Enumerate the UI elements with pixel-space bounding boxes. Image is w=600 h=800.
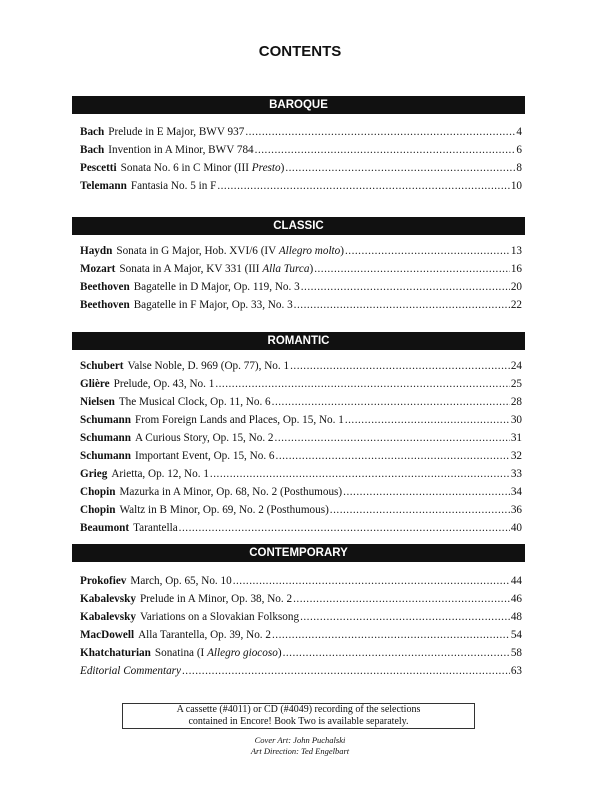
toc-entry bbox=[80, 144, 522, 162]
page-number: 6 bbox=[516, 144, 522, 156]
leader-dots bbox=[182, 665, 510, 677]
piece-title bbox=[108, 144, 253, 156]
composer: Grieg bbox=[80, 468, 108, 480]
leader-dots bbox=[275, 432, 510, 444]
composer: Chopin bbox=[80, 504, 116, 516]
piece-title bbox=[114, 378, 215, 390]
page-number: 28 bbox=[510, 396, 522, 408]
composer: Khatchaturian bbox=[80, 647, 151, 659]
composer: Pescetti bbox=[80, 162, 117, 174]
leader-dots bbox=[283, 647, 510, 659]
page-number: 34 bbox=[510, 486, 522, 498]
section-heading-baroque: BAROQUE bbox=[72, 96, 525, 114]
toc-entry bbox=[80, 360, 522, 378]
leader-dots bbox=[300, 611, 510, 623]
title-text: Arietta, Op. 12, No. 1 bbox=[111, 468, 209, 480]
title-text: Fantasia No. 5 in F bbox=[130, 180, 217, 192]
section-entries bbox=[80, 575, 522, 683]
piece-title bbox=[130, 575, 231, 587]
page-number: 24 bbox=[510, 360, 522, 372]
composer: Chopin bbox=[80, 486, 116, 498]
page-number: 40 bbox=[510, 522, 522, 534]
title-italic: Editorial Commentary bbox=[80, 665, 181, 677]
piece-title bbox=[121, 162, 285, 174]
composer: Beethoven bbox=[80, 281, 130, 293]
page-number: 22 bbox=[510, 299, 522, 311]
leader-dots bbox=[215, 378, 510, 390]
toc-entry bbox=[80, 396, 522, 414]
piece-title bbox=[155, 647, 282, 659]
title-text: Sonata in A Major, KV 331 (III bbox=[119, 263, 263, 275]
composer: Bach bbox=[80, 144, 105, 156]
composer: Haydn bbox=[80, 245, 113, 257]
toc-entry bbox=[80, 414, 522, 432]
page-number: 33 bbox=[510, 468, 522, 480]
leader-dots bbox=[255, 144, 516, 156]
page-number: 63 bbox=[510, 665, 522, 677]
toc-entry bbox=[80, 299, 522, 317]
leader-dots bbox=[276, 450, 510, 462]
leader-dots bbox=[294, 299, 510, 311]
title-suffix: ) bbox=[340, 245, 344, 257]
leader-dots bbox=[285, 162, 515, 174]
piece-title bbox=[119, 504, 328, 516]
title-text: Sonata in G Major, Hob. XVI/6 (IV bbox=[116, 245, 279, 257]
toc-entry bbox=[80, 522, 522, 540]
leader-dots bbox=[293, 593, 510, 605]
title-suffix: ) bbox=[280, 162, 285, 174]
toc-entry bbox=[80, 647, 522, 665]
composer: Kabalevsky bbox=[80, 593, 136, 605]
leader-dots bbox=[179, 522, 510, 534]
title-text: Sonata No. 6 in C Minor (III bbox=[120, 162, 252, 174]
page-number: 10 bbox=[510, 180, 522, 192]
title-suffix: ) bbox=[309, 263, 314, 275]
page-number: 46 bbox=[510, 593, 522, 605]
title-text: Prelude, Op. 43, No. 1 bbox=[113, 378, 215, 390]
title-text: March, Op. 65, No. 10 bbox=[130, 575, 232, 587]
recording-notice bbox=[122, 703, 475, 729]
toc-entry bbox=[80, 245, 522, 263]
leader-dots bbox=[210, 468, 510, 480]
title-italic: Allegro molto bbox=[278, 245, 341, 257]
piece-title bbox=[133, 522, 178, 534]
title-text: Variations on a Slovakian Folksong bbox=[139, 611, 300, 623]
toc-entry bbox=[80, 126, 522, 144]
composer: Mozart bbox=[80, 263, 116, 275]
piece-title bbox=[119, 396, 271, 408]
composer: Bach bbox=[80, 126, 105, 138]
page-number: 36 bbox=[510, 504, 522, 516]
leader-dots bbox=[301, 281, 510, 293]
piece-title bbox=[128, 360, 290, 372]
page-number: 54 bbox=[510, 629, 522, 641]
leader-dots bbox=[233, 575, 510, 587]
piece-title bbox=[135, 414, 344, 426]
piece-title bbox=[80, 665, 181, 677]
title-text: Prelude in E Major, BWV 937 bbox=[108, 126, 245, 138]
page-number: 8 bbox=[516, 162, 522, 174]
section-heading-romantic: ROMANTIC bbox=[72, 332, 525, 350]
page-number: 30 bbox=[510, 414, 522, 426]
leader-dots bbox=[330, 504, 510, 516]
title-text: The Musical Clock, Op. 11, No. 6 bbox=[118, 396, 271, 408]
piece-title bbox=[108, 126, 244, 138]
toc-entry bbox=[80, 263, 522, 281]
title-text: Bagatelle in D Major, Op. 119, No. 3 bbox=[133, 281, 300, 293]
page-number: 48 bbox=[510, 611, 522, 623]
section-heading-classic: CLASSIC bbox=[72, 217, 525, 235]
page-number: 4 bbox=[516, 126, 522, 138]
toc-entry bbox=[80, 432, 522, 450]
title-text: Important Event, Op. 15, No. 6 bbox=[135, 450, 275, 462]
leader-dots bbox=[272, 629, 510, 641]
piece-title bbox=[135, 450, 275, 462]
title-text: Alla Tarantella, Op. 39, No. 2 bbox=[138, 629, 271, 641]
page-title: CONTENTS bbox=[258, 43, 342, 60]
toc-entry bbox=[80, 593, 522, 611]
title-text: Mazurka in A Minor, Op. 68, No. 2 (Posthumous) bbox=[119, 486, 343, 498]
toc-entry bbox=[80, 629, 522, 647]
title-text: Waltz in B Minor, Op. 69, No. 2 (Posthumous) bbox=[119, 504, 329, 516]
page-number: 58 bbox=[510, 647, 522, 659]
page-number: 25 bbox=[510, 378, 522, 390]
composer: Beethoven bbox=[80, 299, 130, 311]
title-text: Sonatina (I bbox=[154, 647, 208, 659]
toc-entry bbox=[80, 611, 522, 629]
title-text: Invention in A Minor, BWV 784 bbox=[108, 144, 254, 156]
composer: Schumann bbox=[80, 414, 131, 426]
title-text: Prelude in A Minor, Op. 38, No. 2 bbox=[139, 593, 293, 605]
title-italic: Presto bbox=[251, 162, 281, 174]
composer: Schubert bbox=[80, 360, 124, 372]
leader-dots bbox=[272, 396, 510, 408]
toc-entry bbox=[80, 504, 522, 522]
piece-title bbox=[111, 468, 209, 480]
section-entries bbox=[80, 126, 522, 198]
leader-dots bbox=[217, 180, 510, 192]
toc-entry bbox=[80, 665, 522, 683]
piece-title bbox=[119, 486, 342, 498]
section-entries bbox=[80, 360, 522, 540]
leader-dots bbox=[343, 486, 510, 498]
title-suffix: ) bbox=[277, 647, 282, 659]
section-entries bbox=[80, 245, 522, 317]
title-text: Tarantella bbox=[133, 522, 178, 534]
piece-title bbox=[140, 611, 299, 623]
leader-dots bbox=[245, 126, 515, 138]
title-text: Bagatelle in F Major, Op. 33, No. 3 bbox=[133, 299, 293, 311]
toc-entry bbox=[80, 378, 522, 396]
page-number: 16 bbox=[510, 263, 522, 275]
composer: Prokofiev bbox=[80, 575, 127, 587]
piece-title bbox=[131, 180, 216, 192]
page-number: 44 bbox=[510, 575, 522, 587]
piece-title bbox=[116, 245, 344, 257]
toc-entry bbox=[80, 162, 522, 180]
title-italic: Allegro giocoso bbox=[207, 647, 278, 659]
toc-entry bbox=[80, 450, 522, 468]
composer: MacDowell bbox=[80, 629, 135, 641]
page-number: 13 bbox=[510, 245, 522, 257]
piece-title bbox=[134, 299, 293, 311]
page-number: 32 bbox=[510, 450, 522, 462]
composer: Beaumont bbox=[80, 522, 130, 534]
composer: Schumann bbox=[80, 450, 131, 462]
toc-entry bbox=[80, 575, 522, 593]
piece-title bbox=[134, 281, 300, 293]
leader-dots bbox=[345, 414, 510, 426]
title-italic: Alla Turca bbox=[262, 263, 310, 275]
composer: Schumann bbox=[80, 432, 131, 444]
leader-dots bbox=[345, 245, 510, 257]
leader-dots bbox=[314, 263, 510, 275]
credit-cover-art: Cover Art: John Puchalski bbox=[254, 735, 346, 745]
toc-entry bbox=[80, 281, 522, 299]
composer: Glière bbox=[80, 378, 110, 390]
credits bbox=[0, 735, 600, 757]
composer: Telemann bbox=[80, 180, 127, 192]
composer: Kabalevsky bbox=[80, 611, 136, 623]
page-number: 31 bbox=[510, 432, 522, 444]
notice-line-1: A cassette (#4011) or CD (#4049) recording of the selections bbox=[176, 704, 421, 715]
toc-entry bbox=[80, 486, 522, 504]
toc-entry bbox=[80, 468, 522, 486]
title-text: Valse Noble, D. 969 (Op. 77), No. 1 bbox=[127, 360, 290, 372]
notice-line-2: contained in Encore! Book Two is available separately. bbox=[188, 715, 409, 727]
section-heading-contemporary: CONTEMPORARY bbox=[72, 544, 525, 562]
credit-art-direction: Art Direction: Ted Engelbart bbox=[250, 746, 350, 756]
composer: Nielsen bbox=[80, 396, 115, 408]
piece-title bbox=[138, 629, 271, 641]
toc-entry bbox=[80, 180, 522, 198]
piece-title bbox=[140, 593, 292, 605]
page-number: 20 bbox=[510, 281, 522, 293]
piece-title bbox=[135, 432, 274, 444]
title-text: A Curious Story, Op. 15, No. 2 bbox=[135, 432, 274, 444]
title-text: From Foreign Lands and Places, Op. 15, No. 1 bbox=[135, 414, 344, 426]
piece-title bbox=[119, 263, 313, 275]
leader-dots bbox=[290, 360, 510, 372]
